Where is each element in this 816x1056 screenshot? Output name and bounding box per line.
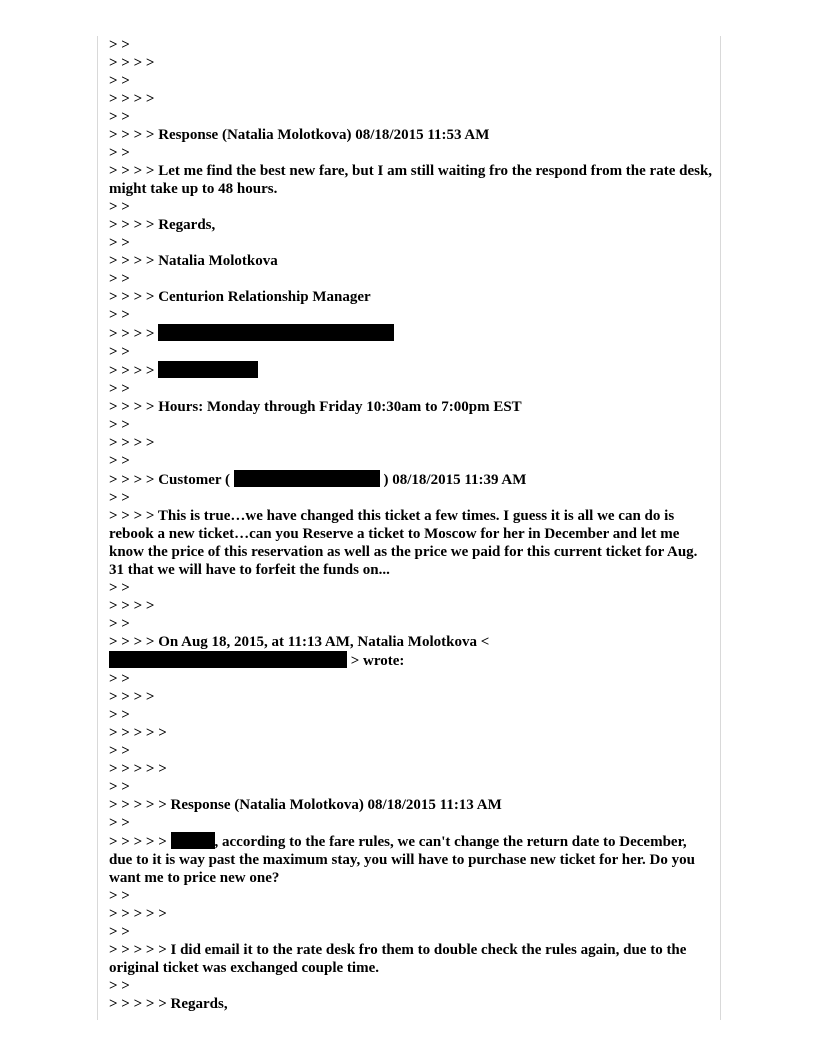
message-paragraph [109,832,713,887]
customer-header [109,470,713,489]
quote-line: > > [109,109,130,125]
quote-line: > > > > > [109,725,167,741]
quote-prefix: > > > > [109,326,159,342]
redaction-block [158,324,394,341]
quote-line: > > [109,978,130,994]
quote-line: > > [109,490,130,506]
quote-line: > > [109,888,130,904]
quote-line: > > [109,580,130,596]
quote-line: > > [109,199,130,215]
response-header: > > > > > Response (Natalia Molotkova) 08/18/2015 11:13 AM [109,797,502,813]
wrote-header: > > > > On Aug 18, 2015, at 11:13 AM, Natalia Molotkova < [109,634,490,650]
quote-line: > > [109,779,130,795]
quote-line: > > [109,271,130,287]
quote-line: > > > > > [109,906,167,922]
redaction-block [171,832,215,849]
quote-line: > > [109,707,130,723]
redaction-block [109,651,347,668]
quote-line: > > [109,743,130,759]
quote-line: > > [109,307,130,323]
quote-line: > > [109,815,130,831]
signature-regards: > > > > > Regards, [109,996,228,1012]
message-paragraph: > > > > This is true…we have changed this ticket a few times. I guess it is all we can do is rebook a new ticket…can you Reserve a ticket to Moscow for her in December and let me know the price of this reservation as well as the price we paid for this current ticket for Aug. 31 that we will have to forfeit the funds on... [109,508,702,578]
signature-redacted-line [109,324,713,343]
signature-hours: > > > > Hours: Monday through Friday 10:30am to 7:00pm EST [109,399,522,415]
quote-line: > > [109,145,130,161]
email-thread [109,36,716,1013]
wrote-suffix: > wrote: [347,653,405,669]
redaction-block [234,470,380,487]
response-header: > > > > Response (Natalia Molotkova) 08/18/2015 11:53 AM [109,127,490,143]
customer-header-prefix: > > > > Customer ( [109,472,234,488]
quote-line: > > > > [109,55,155,71]
quote-line: > > [109,417,130,433]
quote-line: > > [109,73,130,89]
signature-title: > > > > Centurion Relationship Manager [109,289,371,305]
quote-line: > > [109,235,130,251]
quote-line: > > > > [109,91,155,107]
message-paragraph: > > > > > I did email it to the rate desk fro them to double check the rules again, due to the original ticket was exchanged couple time. [109,942,691,976]
quote-line: > > > > [109,689,155,705]
quote-line: > > [109,924,130,940]
quote-line: > > [109,344,130,360]
quote-line: > > [109,671,130,687]
signature-regards: > > > > Regards, [109,217,216,233]
quote-line: > > > > [109,598,155,614]
quote-line: > > [109,37,130,53]
quote-line: > > [109,381,130,397]
quote-line: > > > > > [109,761,167,777]
quote-prefix: > > > > > [109,834,171,850]
customer-header-timestamp: ) 08/18/2015 11:39 AM [379,472,527,488]
quote-line: > > [109,453,130,469]
message-text: , according to the fare rules, we can't change the return date to December, due to it is way past the maximum stay, you will have to purchase new ticket for her. Do you want me to price new one? [109,834,699,886]
quote-line: > > > > [109,435,155,451]
quote-prefix: > > > > [109,363,159,379]
redaction-block [158,361,258,378]
signature-redacted-line [109,361,713,380]
signature-name: > > > > Natalia Molotkova [109,253,278,269]
message-paragraph: > > > > Let me find the best new fare, but I am still waiting fro the respond from the rate desk, might take up to 48 hours. [109,163,716,197]
wrote-header-address [109,651,713,670]
quote-line: > > [109,616,130,632]
